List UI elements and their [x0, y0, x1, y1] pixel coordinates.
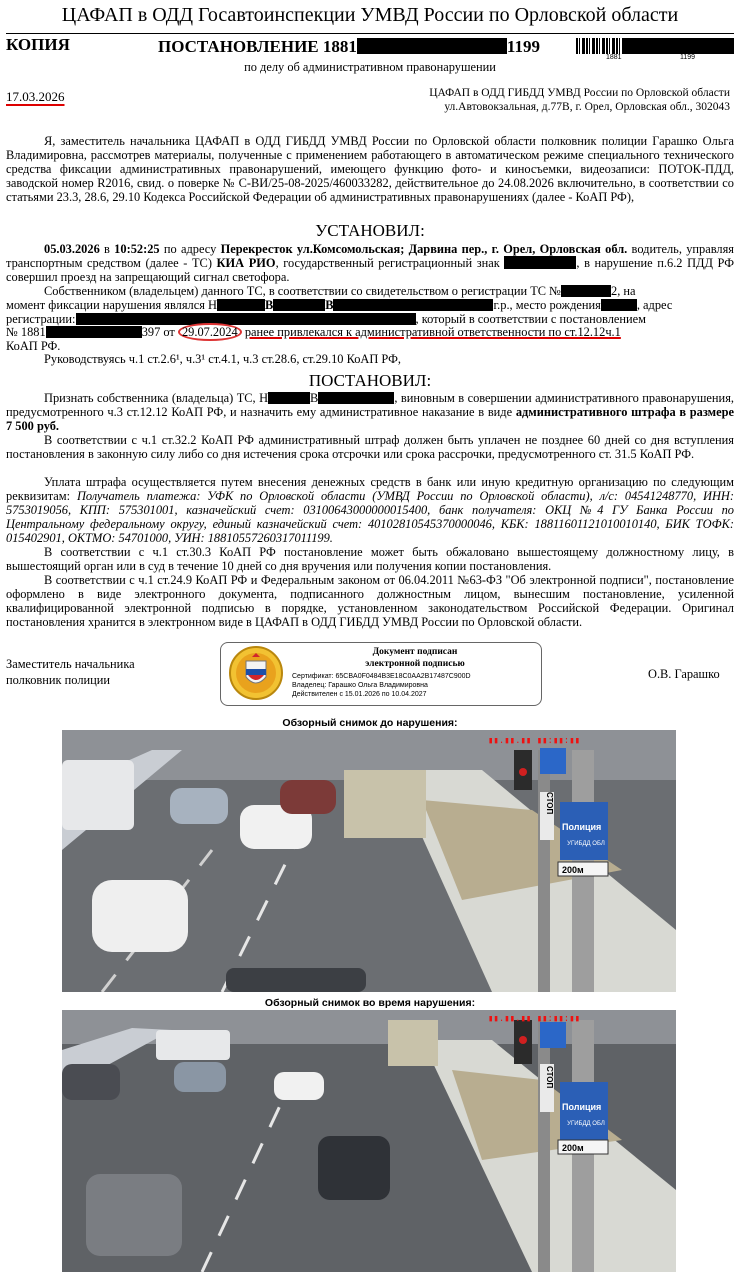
violation-text: в нарушение п.6.2 ПДД РФ совершил проезд на запрещающий сигнал светофора. [6, 256, 734, 284]
resolution-title [158, 38, 540, 54]
department-block [429, 86, 730, 114]
owner-text-3a: регистрации: [6, 312, 76, 326]
resolved-heading: ПОСТАНОВИЛ: [308, 371, 432, 390]
owner-line-4 [6, 325, 734, 339]
signer-position-1: Заместитель начальника [6, 657, 135, 671]
barcode-text-left: 1881 [606, 54, 622, 61]
police-sign: Полиция [562, 822, 602, 832]
owner-line-5: КоАП РФ. [6, 339, 61, 353]
timestamp-during: ▮▮.▮▮.▮▮ ▮▮:▮▮:▮▮ [488, 1014, 581, 1024]
document-date: 17.03.2026 [6, 89, 65, 104]
redacted-name [273, 299, 325, 311]
owner-line-2 [6, 298, 734, 312]
violation-time: 10:52:25 [114, 242, 160, 256]
copy-label: КОПИЯ [6, 35, 70, 54]
stop-sign-2: СТОП [545, 1066, 554, 1089]
redacted-patronymic [333, 299, 493, 311]
redacted-plate [504, 256, 576, 269]
street-scene-before [62, 730, 676, 992]
payment-intro: Уплата штрафа осуществляется путем внесения денежных средств в банк или иную кредитную организацию по следующим реквизитам: [6, 475, 734, 503]
photo-before [62, 730, 676, 992]
fine-amount: административного штрафа в размере 7 500 руб. [6, 405, 734, 433]
owner-text-4b: 397 от [141, 325, 175, 339]
owner-text-2b: В [264, 298, 274, 312]
resolved-paragraph [6, 391, 734, 433]
redacted-cert [561, 285, 611, 297]
prior-date-circled: 29.07.2024 [178, 323, 242, 341]
redacted-number [357, 38, 507, 54]
reg-sign-label: государственный регистрационный знак [283, 256, 500, 270]
barcode-text-right: 1199 [680, 54, 696, 61]
stamp-title-2: электронной подписью [365, 659, 465, 669]
appeal-paragraph: В соответствии с ч.1 ст.30.3 КоАП РФ постановление может быть обжаловано вышестоящему должностному лицу, в вышестоящий орган или в суд в течение 10 дней со дня вручения или получения копии постановления. [6, 545, 734, 573]
redacted-prior-number [46, 326, 142, 338]
photo-during-caption: Обзорный снимок во время нарушения: [264, 997, 476, 1009]
redacted-owner-2 [318, 392, 394, 404]
payment-deadline-paragraph: В соответствии с ч.1 ст.32.2 КоАП РФ административный штраф должен быть уплачен не позднее 60 дней со дня вступления постановления в законную силу либо со дня истечения срока отсрочки или срока рассрочки, предусмотренного ст. 31.5 КоАП РФ. [6, 433, 734, 461]
owner-text-2a: момент фиксации нарушения являлся Н [6, 298, 217, 312]
police-sign-2: Полиция [562, 1102, 602, 1112]
dept-name: ЦАФАП в ОДД ГИБДД УМВД России по Орловской области [429, 87, 730, 99]
driver-text: водитель, управляя транспортным средством (далее - ТС) [6, 242, 734, 270]
signer-position-2: полковник полиции [6, 673, 111, 687]
title-prefix: ПОСТАНОВЛЕНИЕ 1881 [158, 37, 357, 56]
photo-before-caption: Обзорный снимок до нарушения: [282, 717, 458, 729]
stop-sign: СТОП [545, 792, 554, 815]
owner-line-1 [6, 284, 734, 298]
stamp-cert: Сертификат: 65CBA0F0484B3E18C0AA2B17487C900D [292, 673, 471, 680]
payment-details-paragraph [6, 475, 734, 545]
signer-position [6, 656, 135, 688]
redacted-address [76, 313, 416, 325]
org-header: ЦАФАП в ОДД Госавтоинспекции УМВД России по Орловской области [61, 4, 679, 26]
resolved-text-1d: административного правонарушения, предусмотренного ч.3 ст.12.12 КоАП РФ, и назначить ему административное наказание в виде [6, 391, 734, 419]
stamp-title-1: Документ подписан [372, 647, 458, 657]
payment-requisites: Получатель платежа: УФК по Орловской области (УМВД России по Орловской области), л/с: 04541248770, ИНН: 5753019056, КПП: 575301001, казначейский счет: 03100643000000015400, банк получателя: ОКЦ №4 ГУ Банка России по Центральному федеральному округу, единый казначейский счет: 40102810545370000046, КБК: 18811601121010010140, БИК ТОФК: 015402901, ОКТМО: 54701000, УИН: 18810557260317011199. [6, 489, 734, 545]
violation-date: 05.03.2026 [44, 242, 100, 256]
esign-paragraph: В соответствии с ч.1 ст.24.9 КоАП РФ и Федеральным законом от 06.04.2011 №63-ФЗ "Об электронной подписи", постановление оформлено в виде электронного документа, подписанного должностным лицом, вынесшим постановление, усиленной квалифицированной электронной подписью в порядке, установленном законодательством Российской Федерации. Оригинал постановления хранится в электронном виде в ЦАФАП в ОДД ГИБДД УМВД России по Орловской области. [6, 573, 734, 629]
header-rule [6, 33, 734, 34]
redacted-surname [217, 299, 265, 311]
guided-line: Руководствуясь ч.1 ст.2.6¹, ч.3¹ ст.4.1, ч.3 ст.28.6, ст.29.10 КоАП РФ, [44, 352, 401, 366]
stamp-validity: Действителен с 15.01.2026 по 10.04.2027 [292, 691, 427, 698]
stamp-details [292, 672, 471, 699]
owner-text-2e: , адрес [636, 298, 673, 312]
redacted-owner-1 [268, 392, 310, 404]
prior-violation-text: ранее привлекался к административной ответственности по ст.12.12ч.1 [244, 325, 621, 339]
subtitle: по делу об административном правонарушении [244, 60, 496, 74]
owner-text-1-tail: 2, на [611, 284, 636, 298]
stamp-title [300, 646, 530, 670]
title-suffix: 1199 [506, 37, 540, 56]
dept-address: ул.Автовокзальная, д.77В, г. Орел, Орловская обл., 302043 [444, 101, 730, 113]
resolved-text-1c: , виновным в совершении [394, 391, 532, 405]
region-sign-2: УГИБДД ОБЛ [567, 1121, 605, 1127]
timestamp-before: ▮▮.▮▮.▮▮ ▮▮:▮▮:▮▮ [488, 736, 581, 746]
signer-name: О.В. Гарашко [648, 667, 720, 681]
established-paragraph: 05.03.2026 в 10:52:25 по адресу Перекресток ул.Комсомольская; Дарвина пер., г. Орел, Орловская обл. водитель, управляя транспортным средством (далее - ТС) КИА РИО, государственный регистрационный знак , в нарушение п.6.2 ПДД РФ совершил проезд на запрещающий сигнал светофора. [6, 242, 734, 284]
street-scene-during [62, 1010, 676, 1272]
police-emblem-icon [228, 645, 284, 701]
owner-text-2c: В [325, 298, 334, 312]
owner-text-3b: , который в соответствии с постановлением [415, 312, 646, 326]
photo-during [62, 1010, 676, 1272]
owner-text-1: Собственником (владельцем) данного ТС, в соответствии со свидетельством о регистрации ТС № [44, 284, 561, 298]
redacted-birthplace [601, 299, 637, 311]
owner-line-3 [6, 312, 734, 326]
region-sign: УГИБДД ОБЛ [567, 841, 605, 847]
owner-text-4a: № 1881 [6, 325, 46, 339]
violation-address: Перекресток ул.Комсомольская; Дарвина пер., г. Орел, Орловская обл. [220, 242, 628, 256]
resolved-text-1a: Признать собственника (владельца) ТС, Н [44, 391, 269, 405]
intro-paragraph: Я, заместитель начальника ЦАФАП в ОДД ГИБДД УМВД России по Орловской области полковник полиции Гарашко Ольга Владимировна, рассмотрев материалы, полученные с применением работающего в автоматическом режиме специального технического средства фиксации административных правонарушений, имеющего функцию фото- и киносъемки, видеозаписи: ПОТОК-ПДД, заводской номер R2016, свид. о поверке № С-ВИ/25-08-2025/460033282, действительное до 24.08.2026 включительно, в соответствии со статьями 23.3, 28.6, 29.10 Кодекса Российской Федерации об административных правонарушениях (далее - КоАП РФ), [6, 134, 734, 204]
distance-sign-2: 200м [562, 1143, 584, 1153]
distance-sign: 200м [562, 865, 584, 875]
stamp-owner: Владелец: Гарашко Ольга Владимировна [292, 682, 428, 689]
at-address: по адресу [163, 242, 217, 256]
barcode-redaction [622, 38, 734, 54]
car-model: КИА РИО [216, 256, 276, 270]
owner-text-2d: г.р., место рождения [493, 298, 601, 312]
established-heading: УСТАНОВИЛ: [315, 221, 425, 240]
resolved-text-1b: В [310, 391, 319, 405]
